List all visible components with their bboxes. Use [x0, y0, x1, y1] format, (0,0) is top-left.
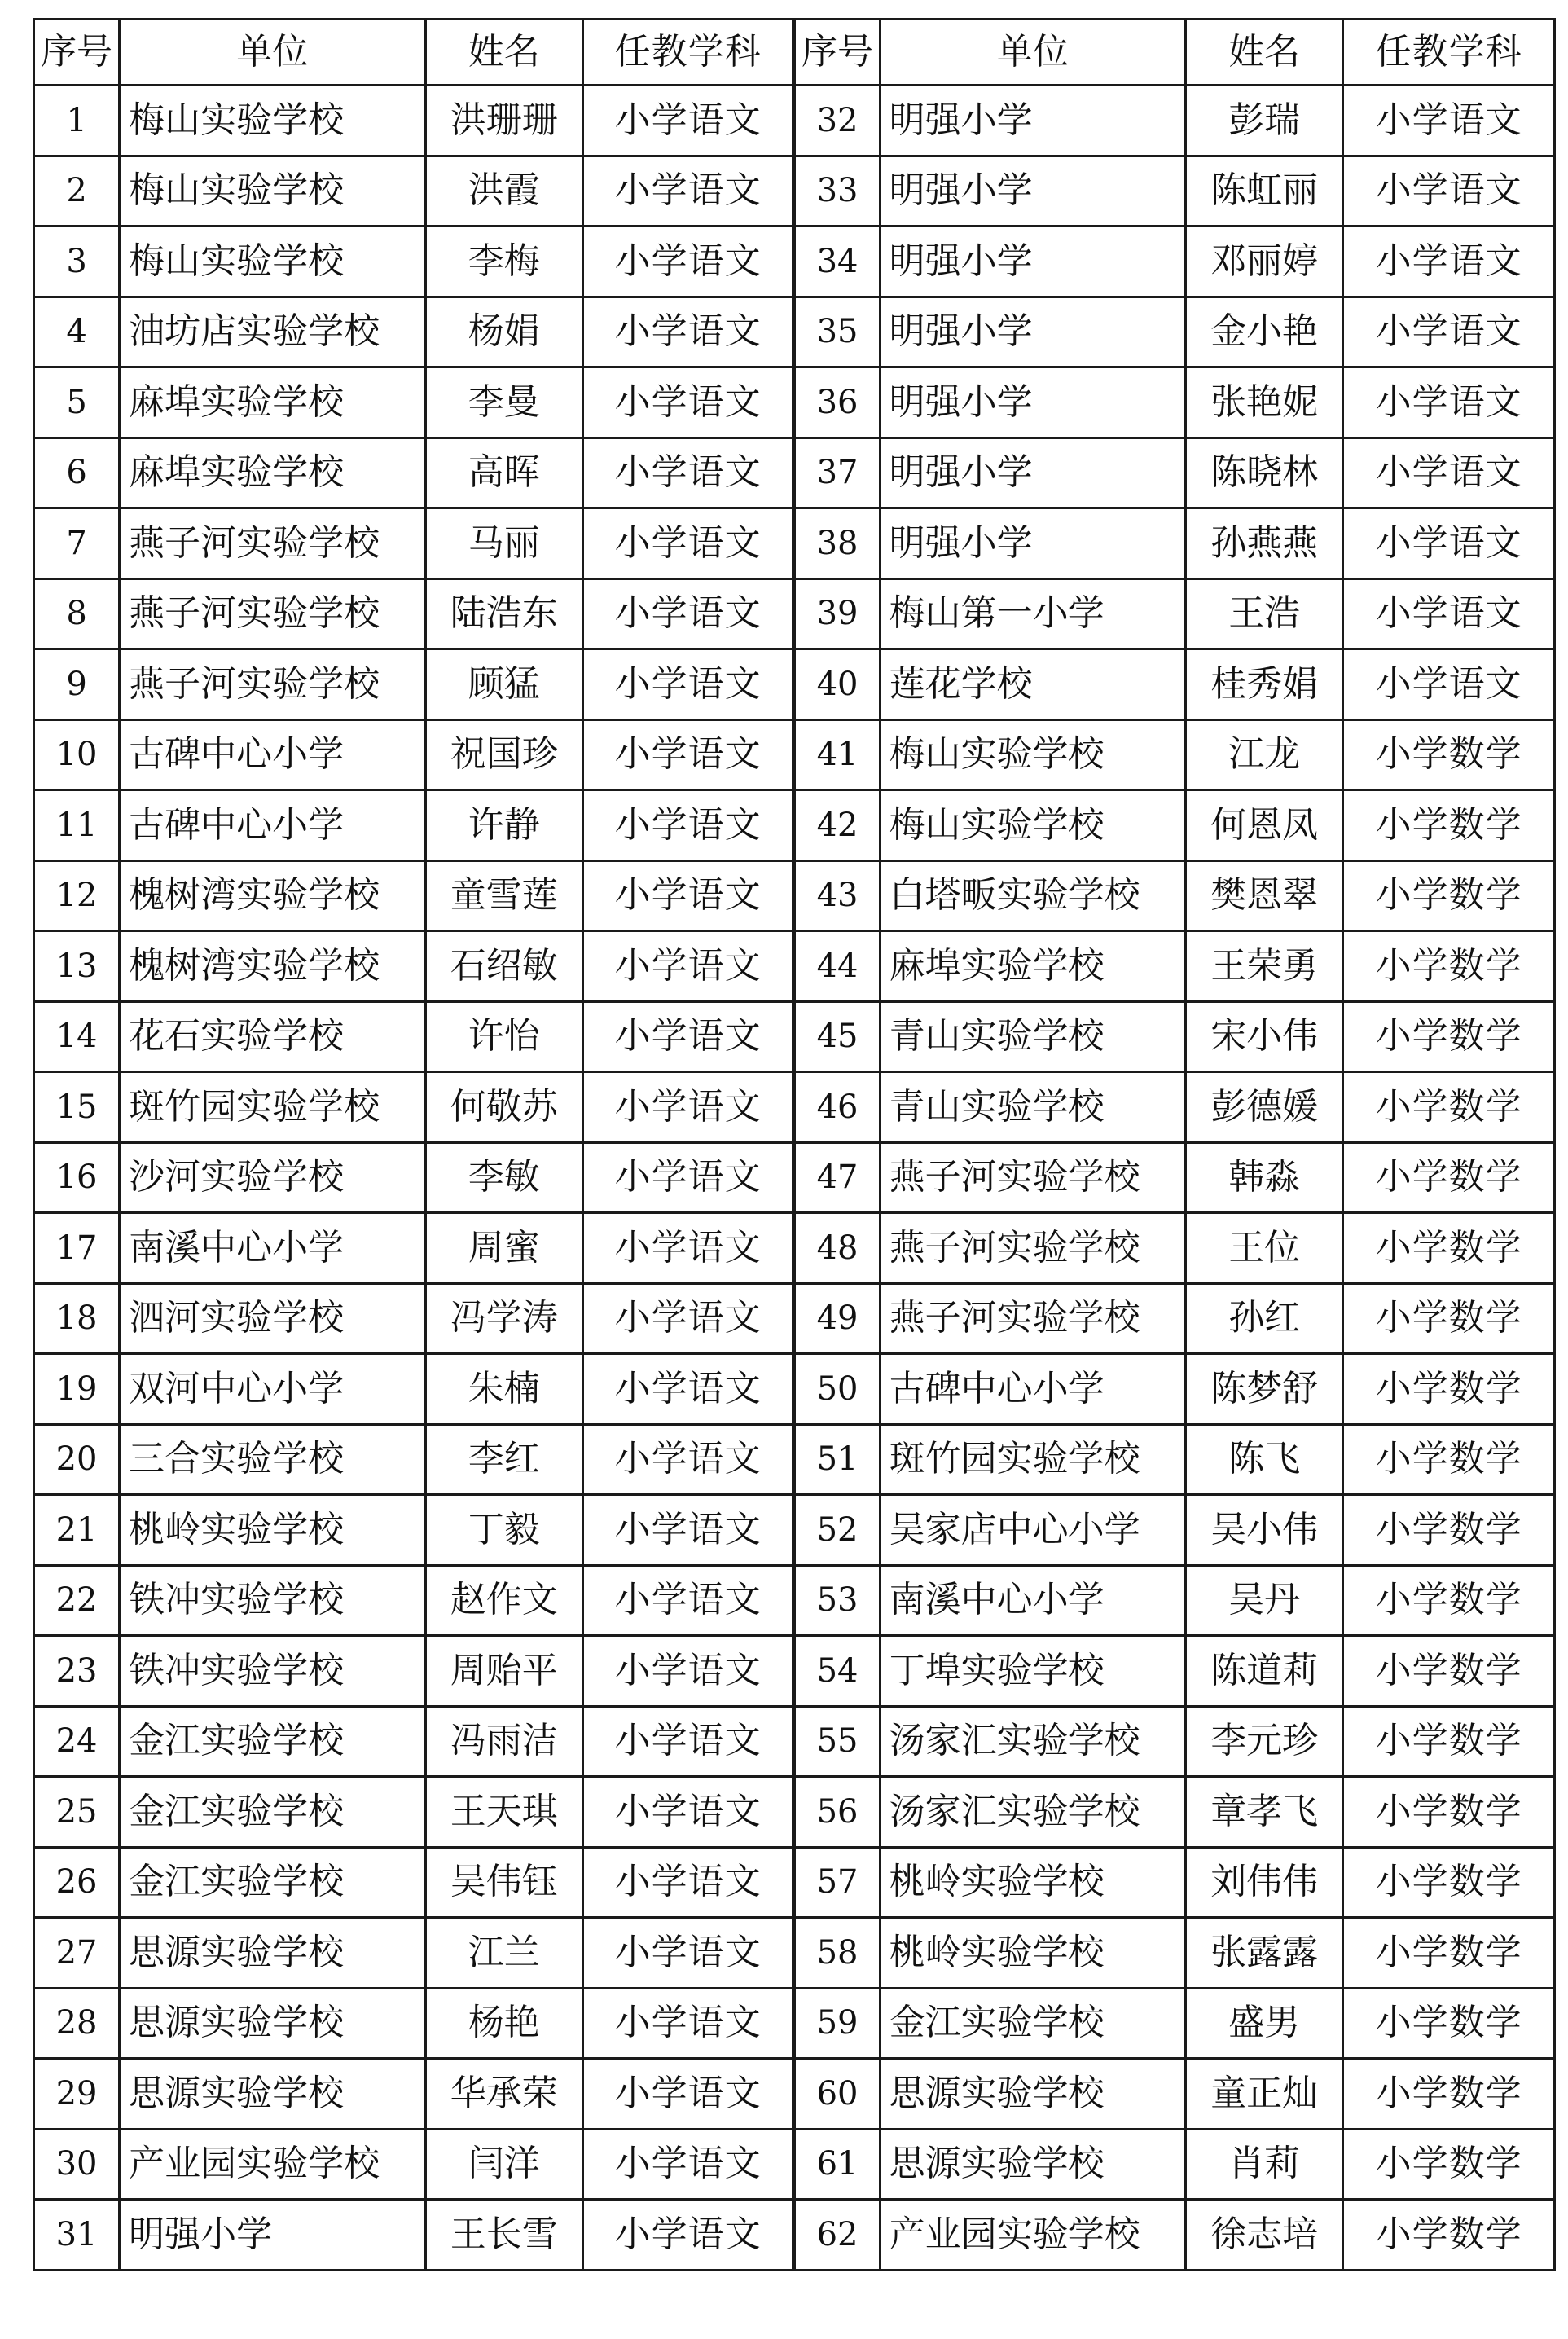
row-index: 27: [34, 1918, 120, 1989]
row-index: 42: [794, 790, 880, 861]
unit-cell: 斑竹园实验学校: [120, 1072, 426, 1143]
table-row: [34, 931, 1555, 1002]
row-index: 53: [794, 1565, 880, 1636]
name-cell: 吴小伟: [1186, 1495, 1343, 1566]
unit-cell: 明强小学: [880, 508, 1186, 579]
header-index: 序号: [34, 20, 120, 86]
row-index: 16: [34, 1142, 120, 1213]
row-index: 26: [34, 1847, 120, 1918]
subject-cell: 小学语文: [582, 1142, 794, 1213]
unit-cell: 白塔畈实验学校: [880, 860, 1186, 931]
name-cell: 周贻平: [425, 1636, 582, 1707]
unit-cell: 吴家店中心小学: [880, 1495, 1186, 1566]
unit-cell: 燕子河实验学校: [880, 1283, 1186, 1354]
subject-cell: 小学数学: [1343, 1354, 1555, 1425]
row-index: 51: [794, 1424, 880, 1495]
name-cell: 闫洋: [425, 2129, 582, 2200]
name-cell: 洪珊珊: [425, 86, 582, 156]
row-index: 25: [34, 1777, 120, 1848]
table-row: [34, 1424, 1555, 1495]
unit-cell: 桃岭实验学校: [880, 1847, 1186, 1918]
row-index: 20: [34, 1424, 120, 1495]
unit-cell: 思源实验学校: [880, 2129, 1186, 2200]
subject-cell: 小学数学: [1343, 2200, 1555, 2271]
unit-cell: 汤家汇实验学校: [880, 1706, 1186, 1777]
row-index: 21: [34, 1495, 120, 1566]
subject-cell: 小学语文: [582, 1424, 794, 1495]
row-index: 32: [794, 86, 880, 156]
unit-cell: 麻埠实验学校: [120, 437, 426, 508]
row-index: 19: [34, 1354, 120, 1425]
unit-cell: 燕子河实验学校: [120, 649, 426, 720]
name-cell: 吴丹: [1186, 1565, 1343, 1636]
row-index: 48: [794, 1213, 880, 1284]
name-cell: 江龙: [1186, 719, 1343, 790]
subject-cell: 小学语文: [582, 86, 794, 156]
row-index: 34: [794, 226, 880, 297]
table-row: [34, 1565, 1555, 1636]
row-index: 44: [794, 931, 880, 1002]
unit-cell: 梅山实验学校: [120, 156, 426, 226]
name-cell: 陈飞: [1186, 1424, 1343, 1495]
unit-cell: 明强小学: [880, 226, 1186, 297]
row-index: 38: [794, 508, 880, 579]
unit-cell: 铁冲实验学校: [120, 1565, 426, 1636]
subject-cell: 小学语文: [582, 719, 794, 790]
row-index: 7: [34, 508, 120, 579]
subject-cell: 小学语文: [582, 1213, 794, 1284]
row-index: 15: [34, 1072, 120, 1143]
header-name: 姓名: [425, 20, 582, 86]
subject-cell: 小学语文: [582, 1847, 794, 1918]
table-row: [34, 1777, 1555, 1848]
unit-cell: 泗河实验学校: [120, 1283, 426, 1354]
name-cell: 杨娟: [425, 297, 582, 367]
subject-cell: 小学语文: [582, 1283, 794, 1354]
unit-cell: 槐树湾实验学校: [120, 860, 426, 931]
subject-cell: 小学语文: [1343, 367, 1555, 438]
table-row: [34, 156, 1555, 226]
row-index: 57: [794, 1847, 880, 1918]
unit-cell: 斑竹园实验学校: [880, 1424, 1186, 1495]
row-index: 18: [34, 1283, 120, 1354]
subject-cell: 小学语文: [582, 2200, 794, 2271]
unit-cell: 梅山实验学校: [880, 719, 1186, 790]
table-row: [34, 1213, 1555, 1284]
row-index: 56: [794, 1777, 880, 1848]
subject-cell: 小学语文: [582, 790, 794, 861]
name-cell: 许怡: [425, 1001, 582, 1072]
header-subject: 任教学科: [1343, 20, 1555, 86]
unit-cell: 燕子河实验学校: [120, 508, 426, 579]
unit-cell: 思源实验学校: [120, 2059, 426, 2130]
table-row: [34, 508, 1555, 579]
table-row: [34, 1001, 1555, 1072]
unit-cell: 莲花学校: [880, 649, 1186, 720]
subject-cell: 小学语文: [582, 1988, 794, 2059]
unit-cell: 产业园实验学校: [120, 2129, 426, 2200]
name-cell: 何恩凤: [1186, 790, 1343, 861]
subject-cell: 小学数学: [1343, 860, 1555, 931]
name-cell: 孙燕燕: [1186, 508, 1343, 579]
name-cell: 李梅: [425, 226, 582, 297]
subject-cell: 小学语文: [582, 931, 794, 1002]
subject-cell: 小学语文: [582, 1777, 794, 1848]
subject-cell: 小学语文: [582, 2059, 794, 2130]
subject-cell: 小学数学: [1343, 1777, 1555, 1848]
name-cell: 金小艳: [1186, 297, 1343, 367]
subject-cell: 小学数学: [1343, 1142, 1555, 1213]
name-cell: 徐志培: [1186, 2200, 1343, 2271]
name-cell: 樊恩翠: [1186, 860, 1343, 931]
row-index: 37: [794, 437, 880, 508]
unit-cell: 明强小学: [880, 156, 1186, 226]
subject-cell: 小学语文: [582, 1354, 794, 1425]
name-cell: 江兰: [425, 1918, 582, 1989]
row-index: 62: [794, 2200, 880, 2271]
subject-cell: 小学数学: [1343, 1988, 1555, 2059]
unit-cell: 梅山实验学校: [880, 790, 1186, 861]
row-index: 43: [794, 860, 880, 931]
subject-cell: 小学数学: [1343, 1636, 1555, 1707]
name-cell: 赵作文: [425, 1565, 582, 1636]
table-row: [34, 2200, 1555, 2271]
name-cell: 刘伟伟: [1186, 1847, 1343, 1918]
name-cell: 何敬苏: [425, 1072, 582, 1143]
subject-cell: 小学语文: [1343, 649, 1555, 720]
subject-cell: 小学数学: [1343, 1072, 1555, 1143]
row-index: 41: [794, 719, 880, 790]
row-index: 3: [34, 226, 120, 297]
unit-cell: 思源实验学校: [120, 1988, 426, 2059]
row-index: 60: [794, 2059, 880, 2130]
subject-cell: 小学语文: [1343, 508, 1555, 579]
table-row: [34, 1495, 1555, 1566]
unit-cell: 思源实验学校: [880, 2059, 1186, 2130]
name-cell: 宋小伟: [1186, 1001, 1343, 1072]
table-row: [34, 226, 1555, 297]
unit-cell: 沙河实验学校: [120, 1142, 426, 1213]
unit-cell: 古碑中心小学: [880, 1354, 1186, 1425]
name-cell: 王天琪: [425, 1777, 582, 1848]
unit-cell: 麻埠实验学校: [880, 931, 1186, 1002]
name-cell: 张艳妮: [1186, 367, 1343, 438]
subject-cell: 小学语文: [582, 578, 794, 649]
name-cell: 李元珍: [1186, 1706, 1343, 1777]
name-cell: 陈梦舒: [1186, 1354, 1343, 1425]
unit-cell: 南溪中心小学: [120, 1213, 426, 1284]
table-row: [34, 860, 1555, 931]
table-row: [34, 1283, 1555, 1354]
table-row: [34, 1636, 1555, 1707]
name-cell: 孙红: [1186, 1283, 1343, 1354]
subject-cell: 小学语文: [1343, 578, 1555, 649]
subject-cell: 小学数学: [1343, 1495, 1555, 1566]
unit-cell: 燕子河实验学校: [880, 1213, 1186, 1284]
unit-cell: 麻埠实验学校: [120, 367, 426, 438]
table-row: [34, 1354, 1555, 1425]
unit-cell: 三合实验学校: [120, 1424, 426, 1495]
table-body: [34, 86, 1555, 2271]
table-row: [34, 437, 1555, 508]
name-cell: 周蜜: [425, 1213, 582, 1284]
row-index: 5: [34, 367, 120, 438]
name-cell: 顾猛: [425, 649, 582, 720]
subject-cell: 小学语文: [582, 1072, 794, 1143]
subject-cell: 小学语文: [1343, 297, 1555, 367]
row-index: 54: [794, 1636, 880, 1707]
unit-cell: 汤家汇实验学校: [880, 1777, 1186, 1848]
unit-cell: 桃岭实验学校: [880, 1918, 1186, 1989]
unit-cell: 古碑中心小学: [120, 719, 426, 790]
table-row: [34, 1706, 1555, 1777]
unit-cell: 明强小学: [880, 86, 1186, 156]
row-index: 23: [34, 1636, 120, 1707]
unit-cell: 青山实验学校: [880, 1001, 1186, 1072]
unit-cell: 金江实验学校: [120, 1706, 426, 1777]
subject-cell: 小学语文: [1343, 437, 1555, 508]
row-index: 59: [794, 1988, 880, 2059]
row-index: 2: [34, 156, 120, 226]
unit-cell: 燕子河实验学校: [120, 578, 426, 649]
table-row: [34, 86, 1555, 156]
unit-cell: 梅山实验学校: [120, 226, 426, 297]
name-cell: 肖莉: [1186, 2129, 1343, 2200]
name-cell: 李曼: [425, 367, 582, 438]
name-cell: 王长雪: [425, 2200, 582, 2271]
header-subject: 任教学科: [582, 20, 794, 86]
row-index: 17: [34, 1213, 120, 1284]
subject-cell: 小学数学: [1343, 1001, 1555, 1072]
row-index: 28: [34, 1988, 120, 2059]
row-index: 9: [34, 649, 120, 720]
header-index: 序号: [794, 20, 880, 86]
row-index: 39: [794, 578, 880, 649]
table-row: [34, 1847, 1555, 1918]
name-cell: 王荣勇: [1186, 931, 1343, 1002]
unit-cell: 丁埠实验学校: [880, 1636, 1186, 1707]
name-cell: 冯雨洁: [425, 1706, 582, 1777]
subject-cell: 小学语文: [582, 297, 794, 367]
unit-cell: 燕子河实验学校: [880, 1142, 1186, 1213]
unit-cell: 槐树湾实验学校: [120, 931, 426, 1002]
unit-cell: 桃岭实验学校: [120, 1495, 426, 1566]
row-index: 47: [794, 1142, 880, 1213]
unit-cell: 金江实验学校: [120, 1777, 426, 1848]
subject-cell: 小学语文: [582, 156, 794, 226]
row-index: 35: [794, 297, 880, 367]
table-row: [34, 1918, 1555, 1989]
subject-cell: 小学语文: [582, 1706, 794, 1777]
name-cell: 邓丽婷: [1186, 226, 1343, 297]
row-index: 12: [34, 860, 120, 931]
unit-cell: 明强小学: [880, 297, 1186, 367]
name-cell: 彭瑞: [1186, 86, 1343, 156]
name-cell: 陈晓林: [1186, 437, 1343, 508]
name-cell: 马丽: [425, 508, 582, 579]
row-index: 55: [794, 1706, 880, 1777]
unit-cell: 金江实验学校: [120, 1847, 426, 1918]
subject-cell: 小学语文: [582, 1001, 794, 1072]
subject-cell: 小学数学: [1343, 1918, 1555, 1989]
row-index: 31: [34, 2200, 120, 2271]
unit-cell: 青山实验学校: [880, 1072, 1186, 1143]
row-index: 50: [794, 1354, 880, 1425]
subject-cell: 小学语文: [582, 367, 794, 438]
row-index: 58: [794, 1918, 880, 1989]
unit-cell: 明强小学: [120, 2200, 426, 2271]
subject-cell: 小学数学: [1343, 1424, 1555, 1495]
table-row: [34, 297, 1555, 367]
table-row: [34, 1072, 1555, 1143]
name-cell: 陈虹丽: [1186, 156, 1343, 226]
name-cell: 陆浩东: [425, 578, 582, 649]
subject-cell: 小学语文: [582, 649, 794, 720]
subject-cell: 小学数学: [1343, 790, 1555, 861]
subject-cell: 小学数学: [1343, 1847, 1555, 1918]
subject-cell: 小学数学: [1343, 1706, 1555, 1777]
name-cell: 王位: [1186, 1213, 1343, 1284]
subject-cell: 小学语文: [582, 860, 794, 931]
table-row: [34, 649, 1555, 720]
row-index: 40: [794, 649, 880, 720]
name-cell: 桂秀娟: [1186, 649, 1343, 720]
unit-cell: 古碑中心小学: [120, 790, 426, 861]
name-cell: 洪霞: [425, 156, 582, 226]
name-cell: 华承荣: [425, 2059, 582, 2130]
table-row: [34, 1988, 1555, 2059]
header-unit: 单位: [120, 20, 426, 86]
table-row: [34, 578, 1555, 649]
unit-cell: 明强小学: [880, 437, 1186, 508]
name-cell: 陈道莉: [1186, 1636, 1343, 1707]
row-index: 1: [34, 86, 120, 156]
unit-cell: 思源实验学校: [120, 1918, 426, 1989]
row-index: 8: [34, 578, 120, 649]
unit-cell: 梅山第一小学: [880, 578, 1186, 649]
name-cell: 高晖: [425, 437, 582, 508]
subject-cell: 小学数学: [1343, 1213, 1555, 1284]
row-index: 45: [794, 1001, 880, 1072]
subject-cell: 小学语文: [582, 1565, 794, 1636]
table-row: [34, 790, 1555, 861]
unit-cell: 花石实验学校: [120, 1001, 426, 1072]
row-index: 6: [34, 437, 120, 508]
subject-cell: 小学语文: [582, 1636, 794, 1707]
name-cell: 冯学涛: [425, 1283, 582, 1354]
table-row: [34, 1142, 1555, 1213]
row-index: 36: [794, 367, 880, 438]
name-cell: 丁毅: [425, 1495, 582, 1566]
name-cell: 王浩: [1186, 578, 1343, 649]
name-cell: 童正灿: [1186, 2059, 1343, 2130]
row-index: 10: [34, 719, 120, 790]
row-index: 13: [34, 931, 120, 1002]
subject-cell: 小学数学: [1343, 1565, 1555, 1636]
name-cell: 朱楠: [425, 1354, 582, 1425]
row-index: 46: [794, 1072, 880, 1143]
row-index: 14: [34, 1001, 120, 1072]
teacher-list-table: [33, 18, 1556, 2271]
row-index: 22: [34, 1565, 120, 1636]
subject-cell: 小学语文: [582, 1495, 794, 1566]
unit-cell: 明强小学: [880, 367, 1186, 438]
header-unit: 单位: [880, 20, 1186, 86]
row-index: 33: [794, 156, 880, 226]
row-index: 49: [794, 1283, 880, 1354]
subject-cell: 小学数学: [1343, 2129, 1555, 2200]
row-index: 11: [34, 790, 120, 861]
name-cell: 许静: [425, 790, 582, 861]
header-row: [34, 20, 1555, 86]
subject-cell: 小学语文: [1343, 156, 1555, 226]
row-index: 24: [34, 1706, 120, 1777]
unit-cell: 铁冲实验学校: [120, 1636, 426, 1707]
name-cell: 章孝飞: [1186, 1777, 1343, 1848]
subject-cell: 小学数学: [1343, 719, 1555, 790]
name-cell: 彭德媛: [1186, 1072, 1343, 1143]
name-cell: 童雪莲: [425, 860, 582, 931]
subject-cell: 小学数学: [1343, 931, 1555, 1002]
subject-cell: 小学语文: [582, 1918, 794, 1989]
document-page: [33, 18, 1556, 2271]
name-cell: 吴伟钰: [425, 1847, 582, 1918]
table-row: [34, 367, 1555, 438]
name-cell: 李敏: [425, 1142, 582, 1213]
table-row: [34, 2129, 1555, 2200]
subject-cell: 小学数学: [1343, 1283, 1555, 1354]
unit-cell: 金江实验学校: [880, 1988, 1186, 2059]
row-index: 29: [34, 2059, 120, 2130]
subject-cell: 小学语文: [582, 437, 794, 508]
row-index: 61: [794, 2129, 880, 2200]
unit-cell: 梅山实验学校: [120, 86, 426, 156]
subject-cell: 小学语文: [1343, 226, 1555, 297]
unit-cell: 油坊店实验学校: [120, 297, 426, 367]
name-cell: 祝国珍: [425, 719, 582, 790]
name-cell: 杨艳: [425, 1988, 582, 2059]
subject-cell: 小学语文: [582, 226, 794, 297]
header-name: 姓名: [1186, 20, 1343, 86]
name-cell: 盛男: [1186, 1988, 1343, 2059]
row-index: 30: [34, 2129, 120, 2200]
unit-cell: 产业园实验学校: [880, 2200, 1186, 2271]
subject-cell: 小学语文: [582, 508, 794, 579]
name-cell: 韩淼: [1186, 1142, 1343, 1213]
name-cell: 李红: [425, 1424, 582, 1495]
row-index: 4: [34, 297, 120, 367]
row-index: 52: [794, 1495, 880, 1566]
subject-cell: 小学数学: [1343, 2059, 1555, 2130]
subject-cell: 小学语文: [582, 2129, 794, 2200]
name-cell: 张露露: [1186, 1918, 1343, 1989]
table-row: [34, 719, 1555, 790]
name-cell: 石绍敏: [425, 931, 582, 1002]
unit-cell: 双河中心小学: [120, 1354, 426, 1425]
subject-cell: 小学语文: [1343, 86, 1555, 156]
unit-cell: 南溪中心小学: [880, 1565, 1186, 1636]
table-row: [34, 2059, 1555, 2130]
